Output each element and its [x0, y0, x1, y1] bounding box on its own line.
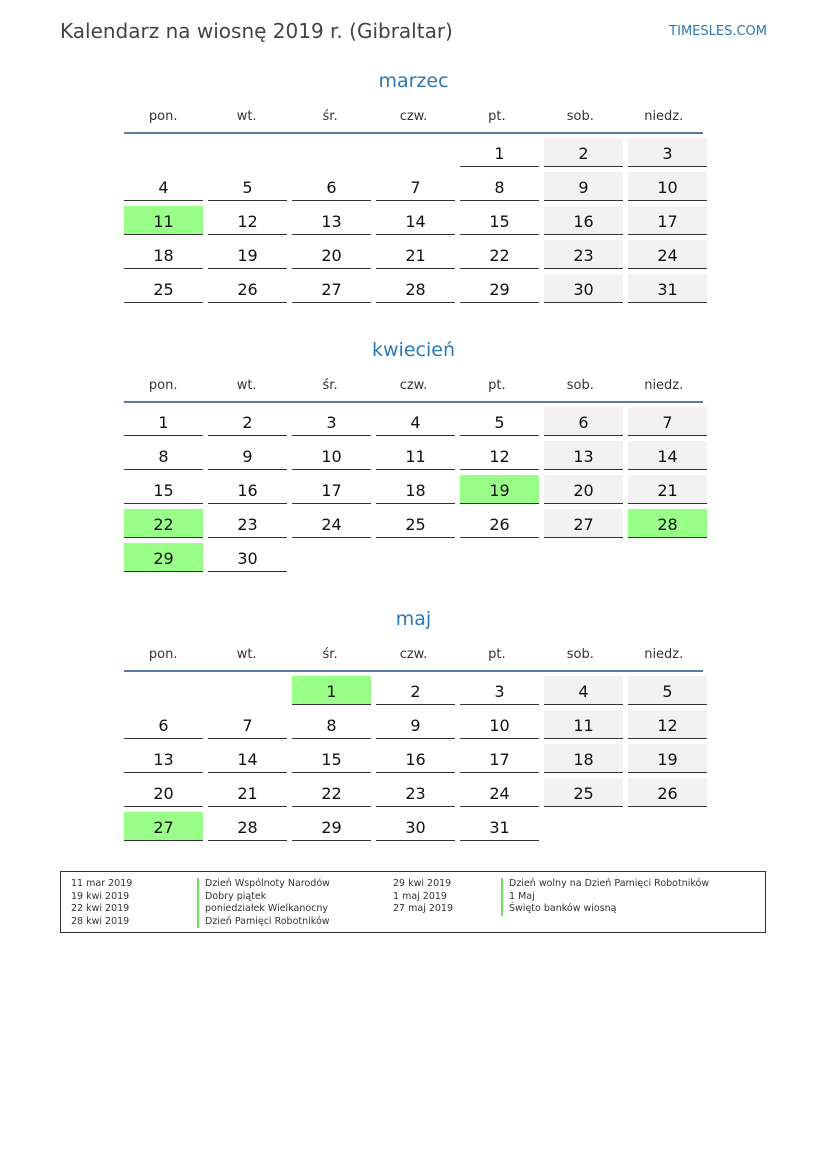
day-cell: 9 — [376, 710, 455, 739]
day-cell: 30 — [208, 543, 287, 572]
month-name: marzec — [378, 70, 449, 92]
month-calendar-may — [124, 606, 703, 841]
day-cell: 20 — [124, 778, 203, 807]
holiday-name: Dzień Wspólnoty Narodów — [197, 878, 330, 891]
day-cell: 10 — [628, 172, 707, 201]
holiday-list — [60, 871, 766, 933]
holiday-date: 19 kwi 2019 — [71, 890, 130, 902]
day-cell: 2 — [544, 138, 623, 167]
weekday-label: pon. — [148, 646, 178, 662]
day-cell: 18 — [376, 475, 455, 504]
day-cell: 30 — [376, 812, 455, 841]
day-cell: 28 — [376, 274, 455, 303]
day-cell: 20 — [544, 475, 623, 504]
day-cell: 22 — [292, 778, 371, 807]
day-cell: 16 — [376, 744, 455, 773]
day-cell: 27 — [292, 274, 371, 303]
weekday-label: pt. — [488, 377, 506, 393]
weekday-label: niedz. — [644, 646, 684, 662]
empty-day-cell — [124, 676, 203, 705]
day-cell: 19 — [628, 744, 707, 773]
empty-day-cell — [208, 676, 287, 705]
day-cell: 31 — [628, 274, 707, 303]
weekday-label: śr. — [322, 646, 338, 662]
day-cell: 19 — [460, 475, 539, 504]
month-calendar-march — [124, 68, 703, 303]
empty-day-cell — [376, 138, 455, 167]
day-cell: 29 — [292, 812, 371, 841]
day-cell: 9 — [208, 441, 287, 470]
site-link[interactable]: TIMESLES.COM — [669, 24, 767, 39]
holiday-name: Święto banków wiosną — [501, 903, 709, 916]
weekday-label: wt. — [236, 108, 257, 124]
day-cell: 12 — [208, 206, 287, 235]
holiday-date: 27 maj 2019 — [393, 903, 454, 914]
day-cell: 18 — [124, 240, 203, 269]
day-cell: 25 — [544, 778, 623, 807]
day-cell: 13 — [292, 206, 371, 235]
day-cell: 6 — [124, 710, 203, 739]
empty-day-cell — [124, 138, 203, 167]
day-cell: 12 — [460, 441, 539, 470]
holiday-name: poniedziałek Wielkanocny — [197, 903, 330, 916]
holiday-dates-right — [393, 878, 453, 916]
day-cell: 29 — [460, 274, 539, 303]
weekday-label: śr. — [322, 377, 338, 393]
day-cell: 21 — [208, 778, 287, 807]
holiday-date: 11 mar 2019 — [71, 878, 133, 889]
day-cell: 1 — [460, 138, 539, 167]
day-cell: 13 — [544, 441, 623, 470]
weekday-label: sob. — [566, 646, 594, 662]
month-name: maj — [395, 608, 432, 630]
day-cell: 1 — [292, 676, 371, 705]
month-calendar-april — [124, 337, 703, 572]
day-cell: 14 — [208, 744, 287, 773]
day-cell: 17 — [460, 744, 539, 773]
day-cell: 4 — [544, 676, 623, 705]
day-cell: 2 — [208, 407, 287, 436]
day-cell: 22 — [124, 509, 203, 538]
day-cell: 28 — [628, 509, 707, 538]
day-grid — [124, 407, 703, 572]
day-cell: 23 — [208, 509, 287, 538]
holiday-name: 1 Maj — [501, 891, 709, 904]
day-cell: 24 — [460, 778, 539, 807]
weekday-label: sob. — [566, 108, 594, 124]
day-cell: 9 — [544, 172, 623, 201]
day-cell: 24 — [292, 509, 371, 538]
day-cell: 17 — [628, 206, 707, 235]
day-cell: 6 — [544, 407, 623, 436]
day-cell: 28 — [208, 812, 287, 841]
day-cell: 24 — [628, 240, 707, 269]
weekday-label: niedz. — [644, 108, 684, 124]
day-cell: 13 — [124, 744, 203, 773]
day-cell: 12 — [628, 710, 707, 739]
holiday-date: 28 kwi 2019 — [71, 915, 130, 927]
day-cell: 8 — [460, 172, 539, 201]
day-cell: 25 — [124, 274, 203, 303]
day-cell: 3 — [628, 138, 707, 167]
day-cell: 8 — [292, 710, 371, 739]
day-cell: 27 — [124, 812, 203, 841]
empty-day-cell — [208, 138, 287, 167]
holiday-date: 29 kwi 2019 — [393, 878, 452, 889]
weekday-label: niedz. — [644, 377, 684, 393]
weekday-header — [124, 370, 703, 400]
weekday-label: sob. — [566, 377, 594, 393]
day-cell: 26 — [460, 509, 539, 538]
day-cell: 25 — [376, 509, 455, 538]
day-cell: 16 — [544, 206, 623, 235]
day-cell: 20 — [292, 240, 371, 269]
day-grid — [124, 138, 703, 303]
day-cell: 14 — [628, 441, 707, 470]
holiday-names-left — [197, 878, 330, 928]
day-cell: 4 — [376, 407, 455, 436]
day-cell: 21 — [376, 240, 455, 269]
day-cell: 3 — [460, 676, 539, 705]
holiday-dates-left — [71, 878, 132, 928]
weekday-label: czw. — [399, 108, 428, 124]
weekday-label: czw. — [399, 646, 428, 662]
day-cell: 27 — [544, 509, 623, 538]
day-cell: 29 — [124, 543, 203, 572]
day-cell: 26 — [208, 274, 287, 303]
holiday-name: Dzień wolny na Dzień Pamięci Robotników — [501, 878, 709, 891]
day-cell: 19 — [208, 240, 287, 269]
day-cell: 4 — [124, 172, 203, 201]
day-cell: 23 — [376, 778, 455, 807]
day-cell: 21 — [628, 475, 707, 504]
holiday-date: 1 maj 2019 — [393, 890, 447, 902]
day-cell: 18 — [544, 744, 623, 773]
day-cell: 15 — [460, 206, 539, 235]
day-cell: 31 — [460, 812, 539, 841]
day-cell: 11 — [544, 710, 623, 739]
day-cell: 2 — [376, 676, 455, 705]
weekday-header — [124, 101, 703, 131]
page-title: Kalendarz na wiosnę 2019 r. (Gibraltar) — [60, 19, 453, 43]
day-cell: 6 — [292, 172, 371, 201]
weekday-label: pon. — [148, 377, 178, 393]
header-rule — [124, 401, 703, 403]
header-rule — [124, 132, 703, 134]
weekday-label: wt. — [236, 377, 257, 393]
day-cell: 22 — [460, 240, 539, 269]
day-cell: 5 — [208, 172, 287, 201]
day-grid — [124, 676, 703, 841]
day-cell: 10 — [292, 441, 371, 470]
weekday-label: czw. — [399, 377, 428, 393]
day-cell: 14 — [376, 206, 455, 235]
day-cell: 30 — [544, 274, 623, 303]
holiday-date: 22 kwi 2019 — [71, 903, 130, 914]
weekday-label: śr. — [322, 108, 338, 124]
day-cell: 5 — [628, 676, 707, 705]
day-cell: 7 — [628, 407, 707, 436]
month-name: kwiecień — [372, 339, 455, 361]
day-cell: 11 — [124, 206, 203, 235]
header-rule — [124, 670, 703, 672]
day-cell: 11 — [376, 441, 455, 470]
day-cell: 7 — [376, 172, 455, 201]
holiday-names-right — [501, 878, 709, 916]
day-cell: 23 — [544, 240, 623, 269]
day-cell: 8 — [124, 441, 203, 470]
day-cell: 10 — [460, 710, 539, 739]
day-cell: 1 — [124, 407, 203, 436]
holiday-name: Dobry piątek — [197, 891, 330, 904]
weekday-label: pon. — [148, 108, 178, 124]
day-cell: 15 — [124, 475, 203, 504]
day-cell: 3 — [292, 407, 371, 436]
day-cell: 7 — [208, 710, 287, 739]
day-cell: 15 — [292, 744, 371, 773]
day-cell: 17 — [292, 475, 371, 504]
weekday-label: wt. — [236, 646, 257, 662]
day-cell: 26 — [628, 778, 707, 807]
empty-day-cell — [292, 138, 371, 167]
weekday-label: pt. — [488, 646, 506, 662]
weekday-header — [124, 639, 703, 669]
day-cell: 5 — [460, 407, 539, 436]
holiday-name: Dzień Pamięci Robotników — [197, 916, 330, 929]
weekday-label: pt. — [488, 108, 506, 124]
day-cell: 16 — [208, 475, 287, 504]
